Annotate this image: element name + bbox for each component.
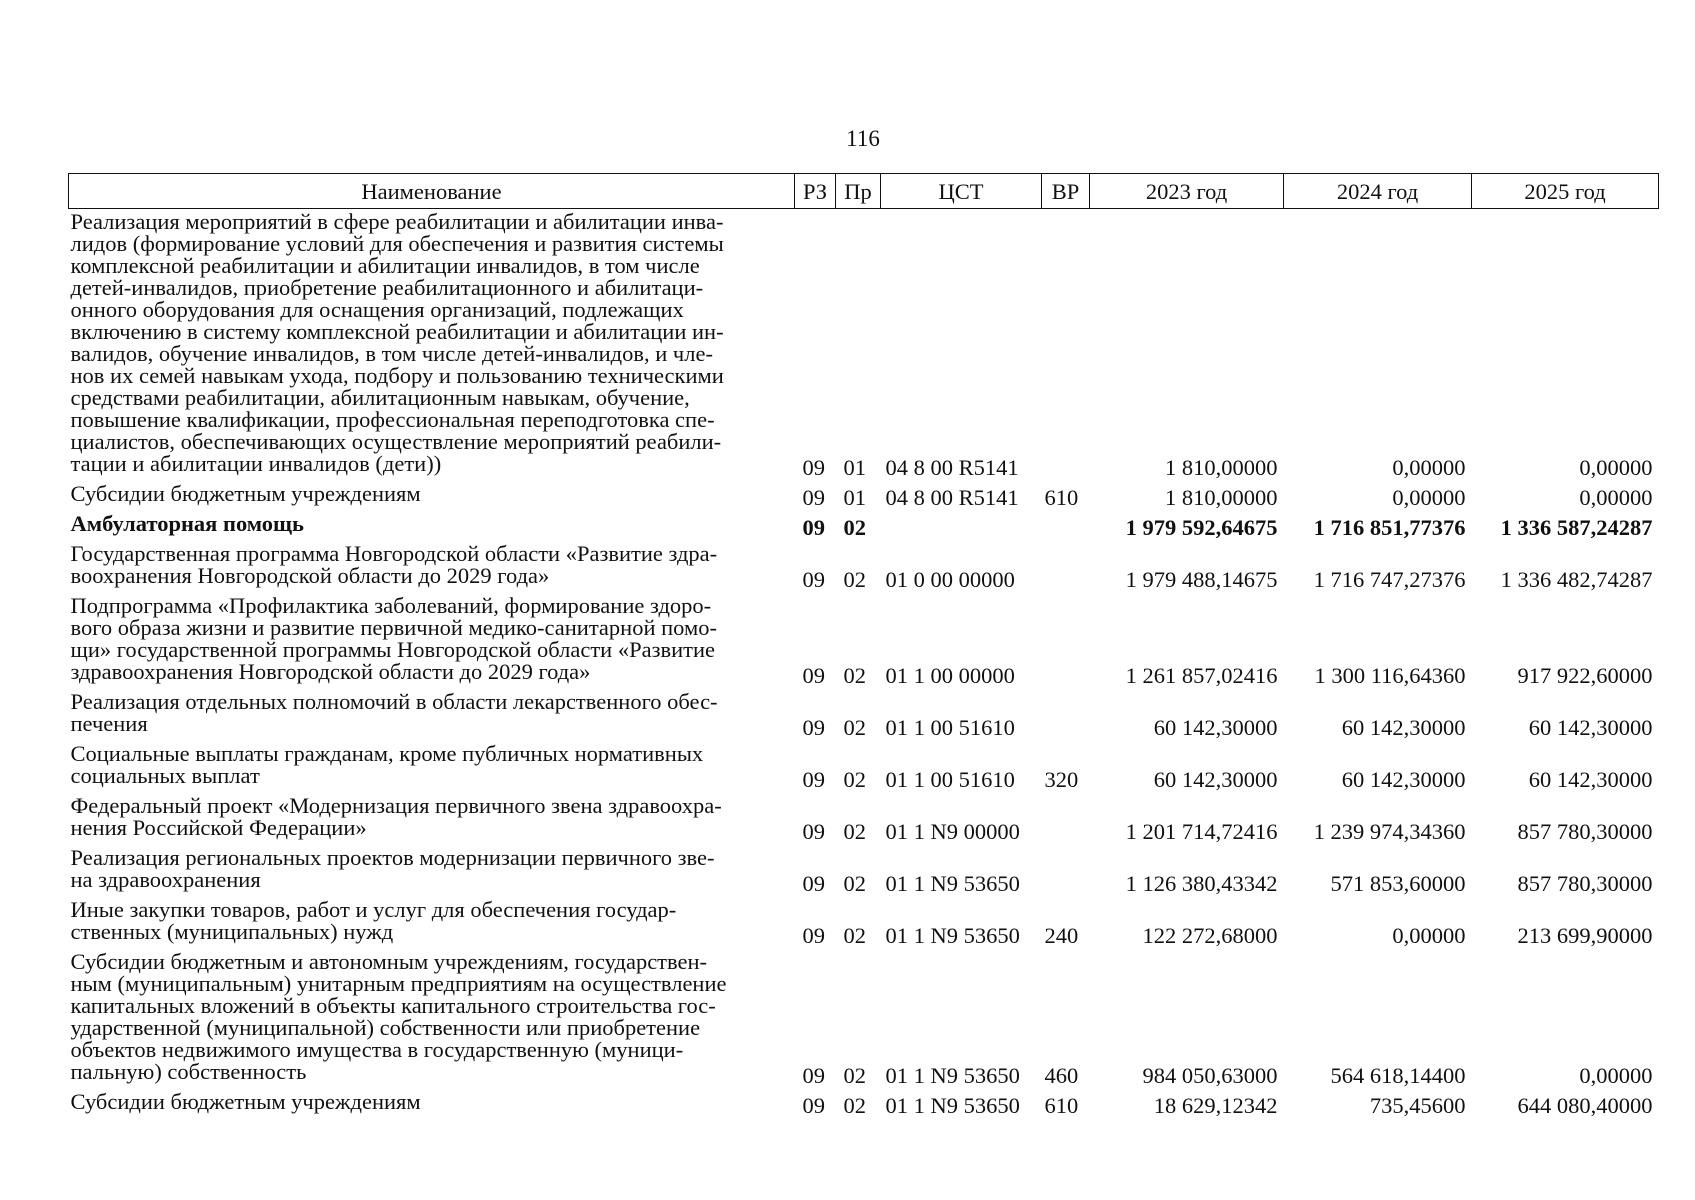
amount-2024: 735,45600 (1369, 1093, 1466, 1118)
vr-cell (1042, 689, 1090, 741)
amount-2024: 0,00000 (1392, 923, 1466, 948)
amount-2023: 1 810,00000 (1165, 455, 1278, 480)
rz-cell: 09 (802, 923, 825, 948)
section-row (69, 511, 1659, 541)
amount-2024: 1 239 974,34360 (1313, 819, 1466, 844)
rz-cell: 09 (802, 515, 825, 540)
amount-2023: 984 050,63000 (1142, 1063, 1278, 1088)
cst-cell: 01 1 N9 53650 (885, 1093, 1020, 1118)
cst-cell (881, 511, 1042, 541)
rz-cell: 09 (802, 485, 825, 510)
vr-cell: 320 (1044, 767, 1079, 792)
table-body (69, 209, 1659, 1120)
cst-cell: 01 1 N9 53650 (885, 871, 1020, 896)
table-row (69, 845, 1659, 897)
pr-cell: 02 (843, 767, 866, 792)
vr-cell (1042, 541, 1090, 593)
row-name: Субсидии бюджетным учреждениям (70, 1089, 421, 1114)
cst-cell: 01 1 00 00000 (885, 663, 1015, 688)
budget-table (68, 173, 1659, 1119)
table-row (69, 689, 1659, 741)
row-name: Иные закупки товаров, работ и услуг для обеспечения государ- ственных (муниципальных) нужд (70, 897, 677, 944)
amount-2025: 857 780,30000 (1517, 819, 1653, 844)
header-rz: РЗ (795, 174, 836, 209)
header-row (69, 174, 1659, 209)
table-row (69, 593, 1659, 689)
table-row (69, 741, 1659, 793)
rz-cell: 09 (802, 455, 825, 480)
page-number: 116 (846, 126, 880, 151)
row-name: Субсидии бюджетным учреждениям (70, 481, 421, 506)
amount-2025: 1 336 587,24287 (1500, 515, 1653, 540)
vr-cell: 460 (1044, 1063, 1079, 1088)
row-name: Подпрограмма «Профилактика заболеваний, формирование здоро- вого образа жизни и развитие первичной медико-санитарной помо- щи» государственной программы Новгородской области «Развитие здравоохранения Новгородской области до 2029 года» (70, 593, 717, 684)
amount-2023: 1 810,00000 (1165, 485, 1278, 510)
amount-2024: 571 853,60000 (1330, 871, 1466, 896)
amount-2024: 1 716 747,27376 (1313, 567, 1466, 592)
cst-cell: 01 1 00 51610 (885, 767, 1015, 792)
amount-2025: 213 699,90000 (1517, 923, 1653, 948)
table-row (69, 949, 1659, 1089)
pr-cell: 01 (843, 455, 866, 480)
amount-2024: 1 716 851,77376 (1313, 515, 1466, 540)
amount-2023: 1 126 380,43342 (1125, 871, 1278, 896)
amount-2024: 0,00000 (1392, 485, 1466, 510)
pr-cell: 02 (843, 1093, 866, 1118)
cst-cell: 04 8 00 R5141 (885, 455, 1019, 480)
vr-cell: 240 (1044, 923, 1079, 948)
header-2023: 2023 год (1090, 174, 1284, 209)
amount-2023: 60 142,30000 (1153, 767, 1278, 792)
header-vr: ВР (1042, 174, 1090, 209)
amount-2025: 644 080,40000 (1517, 1093, 1653, 1118)
amount-2025: 0,00000 (1579, 455, 1653, 480)
table-header (69, 174, 1659, 209)
amount-2024: 0,00000 (1392, 455, 1466, 480)
amount-2023: 1 201 714,72416 (1125, 819, 1278, 844)
cst-cell: 04 8 00 R5141 (885, 485, 1019, 510)
rz-cell: 09 (802, 1093, 825, 1118)
amount-2023: 122 272,68000 (1142, 923, 1278, 948)
rz-cell: 09 (802, 767, 825, 792)
amount-2025: 1 336 482,74287 (1500, 567, 1653, 592)
vr-cell (1042, 593, 1090, 689)
pr-cell: 02 (843, 515, 866, 540)
vr-cell: 610 (1044, 485, 1079, 510)
row-name: Амбулаторная помощь (70, 511, 304, 536)
amount-2023: 1 979 592,64675 (1125, 515, 1278, 540)
vr-cell (1042, 793, 1090, 845)
vr-cell (1042, 511, 1090, 541)
rz-cell: 09 (802, 871, 825, 896)
cst-cell: 01 1 00 51610 (885, 715, 1015, 740)
amount-2025: 917 922,60000 (1517, 663, 1653, 688)
amount-2025: 0,00000 (1579, 485, 1653, 510)
row-name: Реализация мероприятий в сфере реабилитации и абилитации инва- лидов (формирование условий для обеспечения и развития системы комплексной реабилитации и абилитации инвалидов, в том числе детей-инвалидов, приобретение реабилитационного и абилитаци- онного оборудования для оснащения организаций, подлежащих включению в систему комплексной реабилитации и абилитации ин- валидов, обучение инвалидов, в том числе детей-инвалидов, и чле- нов их семей навыкам ухода, подбору и пользованию техническими средствами реабилитации, абилитационным навыкам, обучение, повышение квалификации, профессиональная переподготовка спе- циалистов, обеспечивающих осуществление мероприятий реабили- тации и абилитации инвалидов (дети)) (70, 209, 724, 476)
amount-2023: 18 629,12342 (1153, 1093, 1278, 1118)
amount-2024: 564 618,14400 (1330, 1063, 1466, 1088)
amount-2023: 1 261 857,02416 (1125, 663, 1278, 688)
vr-cell (1042, 845, 1090, 897)
amount-2023: 1 979 488,14675 (1125, 567, 1278, 592)
header-name: Наименование (69, 174, 795, 209)
amount-2025: 857 780,30000 (1517, 871, 1653, 896)
cst-cell: 01 1 N9 00000 (885, 819, 1020, 844)
amount-2025: 60 142,30000 (1528, 715, 1653, 740)
amount-2024: 60 142,30000 (1341, 767, 1466, 792)
pr-cell: 02 (843, 715, 866, 740)
pr-cell: 02 (843, 1063, 866, 1088)
pr-cell: 02 (843, 923, 866, 948)
row-name: Федеральный проект «Модернизация первичного звена здравоохра- нения Российской Федерации» (70, 793, 722, 840)
amount-2024: 1 300 116,64360 (1314, 663, 1466, 688)
header-2024: 2024 год (1284, 174, 1472, 209)
row-name: Реализация региональных проектов модернизации первичного зве- на здравоохранения (70, 845, 715, 892)
amount-2024: 60 142,30000 (1341, 715, 1466, 740)
rz-cell: 09 (802, 567, 825, 592)
table-row (69, 897, 1659, 949)
header-2025: 2025 год (1472, 174, 1659, 209)
table-row (69, 1089, 1659, 1119)
amount-2023: 60 142,30000 (1153, 715, 1278, 740)
rz-cell: 09 (802, 715, 825, 740)
rz-cell: 09 (802, 819, 825, 844)
table-row (69, 481, 1659, 511)
cst-cell: 01 1 N9 53650 (885, 1063, 1020, 1088)
row-name: Государственная программа Новгородской области «Развитие здра- воохранения Новгородской области до 2029 года» (70, 541, 718, 588)
header-cst: ЦСТ (881, 174, 1042, 209)
pr-cell: 02 (843, 871, 866, 896)
rz-cell: 09 (802, 663, 825, 688)
vr-cell: 610 (1044, 1093, 1079, 1118)
amount-2025: 0,00000 (1579, 1063, 1653, 1088)
vr-cell (1042, 209, 1090, 482)
row-name: Реализация отдельных полномочий в области лекарственного обес- печения (70, 689, 718, 736)
pr-cell: 02 (843, 819, 866, 844)
cst-cell: 01 1 N9 53650 (885, 923, 1020, 948)
pr-cell: 02 (843, 567, 866, 592)
header-pr: Пр (836, 174, 881, 209)
row-name: Социальные выплаты гражданам, кроме публичных нормативных социальных выплат (70, 741, 704, 788)
pr-cell: 01 (843, 485, 866, 510)
row-name: Субсидии бюджетным и автономным учреждениям, государствен- ным (муниципальным) унитарным предприятиям на осуществление капитальных вложений в объекты капитального строительства гос- ударственной (муниципальной) собственности или приобретение объектов недвижимого имущества в государственную (муници- пальную) собственность (70, 949, 727, 1084)
cst-cell: 01 0 00 00000 (885, 567, 1015, 592)
amount-2025: 60 142,30000 (1528, 767, 1653, 792)
table-row (69, 793, 1659, 845)
table-row (69, 209, 1659, 482)
pr-cell: 02 (843, 663, 866, 688)
rz-cell: 09 (802, 1063, 825, 1088)
table-row (69, 541, 1659, 593)
